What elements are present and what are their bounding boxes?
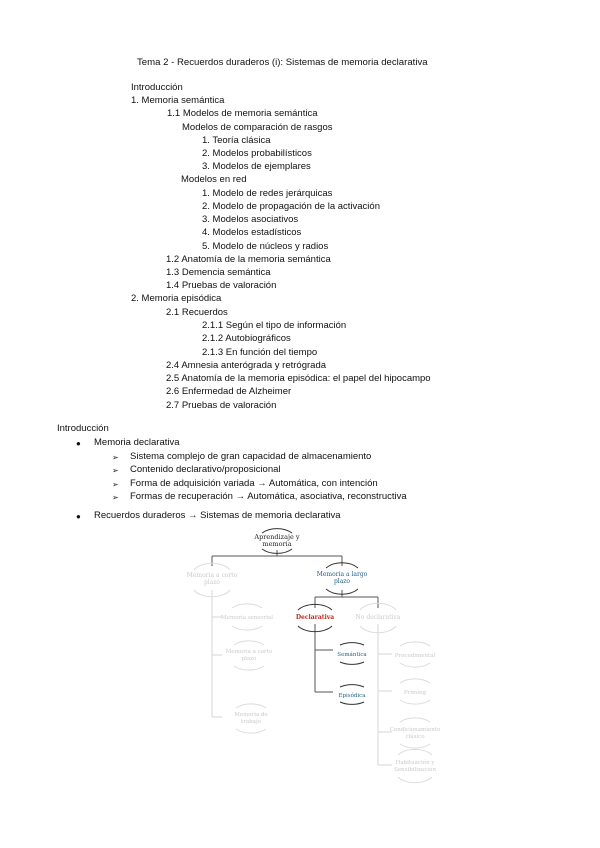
toc-item: 2.1.1 Según el tipo de información [202,320,347,331]
section-heading: Introducción [57,423,109,434]
bullet-item: Memoria declarativa [94,437,180,448]
diagram-node-no-declarativa: No declarativa [355,614,401,621]
diagram-node-priming: Priming [403,690,427,696]
bullet-dot-icon: ● [76,512,81,521]
sub-bullet-item: Contenido declarativo/proposicional [130,464,281,475]
toc-item: Introducción [131,82,183,93]
toc-item: 1.3 Demencia semántica [166,267,271,278]
arrow-bullet-icon: ➢ [112,480,119,489]
sub-bullet-item: Formas de recuperación → Automática, asociativa, reconstructiva [130,491,407,502]
diagram-node-root: memoria [262,540,292,548]
toc-item: 5. Modelo de núcleos y radios [202,241,329,252]
toc-item: 2.1.2 Autobiográficos [202,333,291,344]
diagram-node-episodica: Episódica [338,693,366,699]
arrow-bullet-icon: ➢ [112,466,119,475]
diagram-node-trabajo: Memoria de [234,712,268,718]
diagram-node-corto-plazo: plazo [241,656,257,662]
diagram-node-short-term: plazo [203,579,221,586]
toc-item: 2. Memoria episódica [131,293,222,304]
diagram-node-long-term: Memoria a largo [316,571,368,578]
toc-item: 2. Modelo de propagación de la activación [202,201,380,212]
toc-item: 1. Modelo de redes jerárquicas [202,188,333,199]
toc-item: 2.1.3 En función del tiempo [202,347,318,358]
toc-item: 2. Modelos probabilísticos [202,148,312,159]
diagram-node-short-term: Memoria a corto [186,572,238,579]
toc-item: 2.7 Pruebas de valoración [166,400,277,411]
toc-item: 1.4 Pruebas de valoración [166,280,277,291]
diagram-node-habituacion: Sensibilización [394,767,436,773]
sub-bullet-item: Forma de adquisición variada → Automática, con intención [130,478,378,489]
toc-item: 4. Modelos estadísticos [202,227,302,238]
diagram-node-sensorial: Memoria sensorial [220,615,274,621]
diagram-node-corto-plazo: Memoria a corto [225,649,273,655]
diagram-node-habituacion: Habituación y [395,760,435,766]
diagram-node-semantica: Semántica [337,652,367,658]
toc-item: Modelos en red [181,174,247,185]
diagram-node-procedimental: Procedimental [394,653,436,659]
diagram-node-condicionamiento: clásico [405,734,425,740]
toc-item: 2.1 Recuerdos [166,307,228,318]
arrow-bullet-icon: ➢ [112,453,119,462]
diagram-node-long-term: plazo [333,578,351,585]
toc-item: 1. Memoria semántica [131,95,225,106]
toc-item: 1.2 Anatomía de la memoria semántica [166,254,331,265]
diagram-node-declarativa: Declarativa [295,614,335,621]
sub-bullet-item: Sistema complejo de gran capacidad de almacenamiento [130,451,372,462]
page-title: Tema 2 - Recuerdos duraderos (i): Sistemas de memoria declarativa [137,57,428,68]
bullet-item: Recuerdos duraderos → Sistemas de memoria declarativa [94,510,341,521]
toc-item: 3. Modelos asociativos [202,214,299,225]
toc-item: 2.4 Amnesia anterógrada y retrógrada [166,360,327,371]
diagram-node-trabajo: trabajo [241,719,261,725]
toc-item: 2.6 Enfermedad de Alzheimer [166,386,292,397]
toc-item: Modelos de comparación de rasgos [182,122,333,133]
diagram-node-condicionamiento: Condicionamiento [389,727,441,733]
toc-item: 1. Teoría clásica [202,135,271,146]
toc-item: 3. Modelos de ejemplares [202,161,311,172]
bullet-dot-icon: ● [76,439,81,448]
toc-item: 2.5 Anatomía de la memoria episódica: el papel del hipocampo [166,373,431,384]
arrow-bullet-icon: ➢ [112,493,119,502]
diagram-node-root: Aprendizaje y [254,533,300,541]
toc-item: 1.1 Modelos de memoria semántica [167,108,318,119]
